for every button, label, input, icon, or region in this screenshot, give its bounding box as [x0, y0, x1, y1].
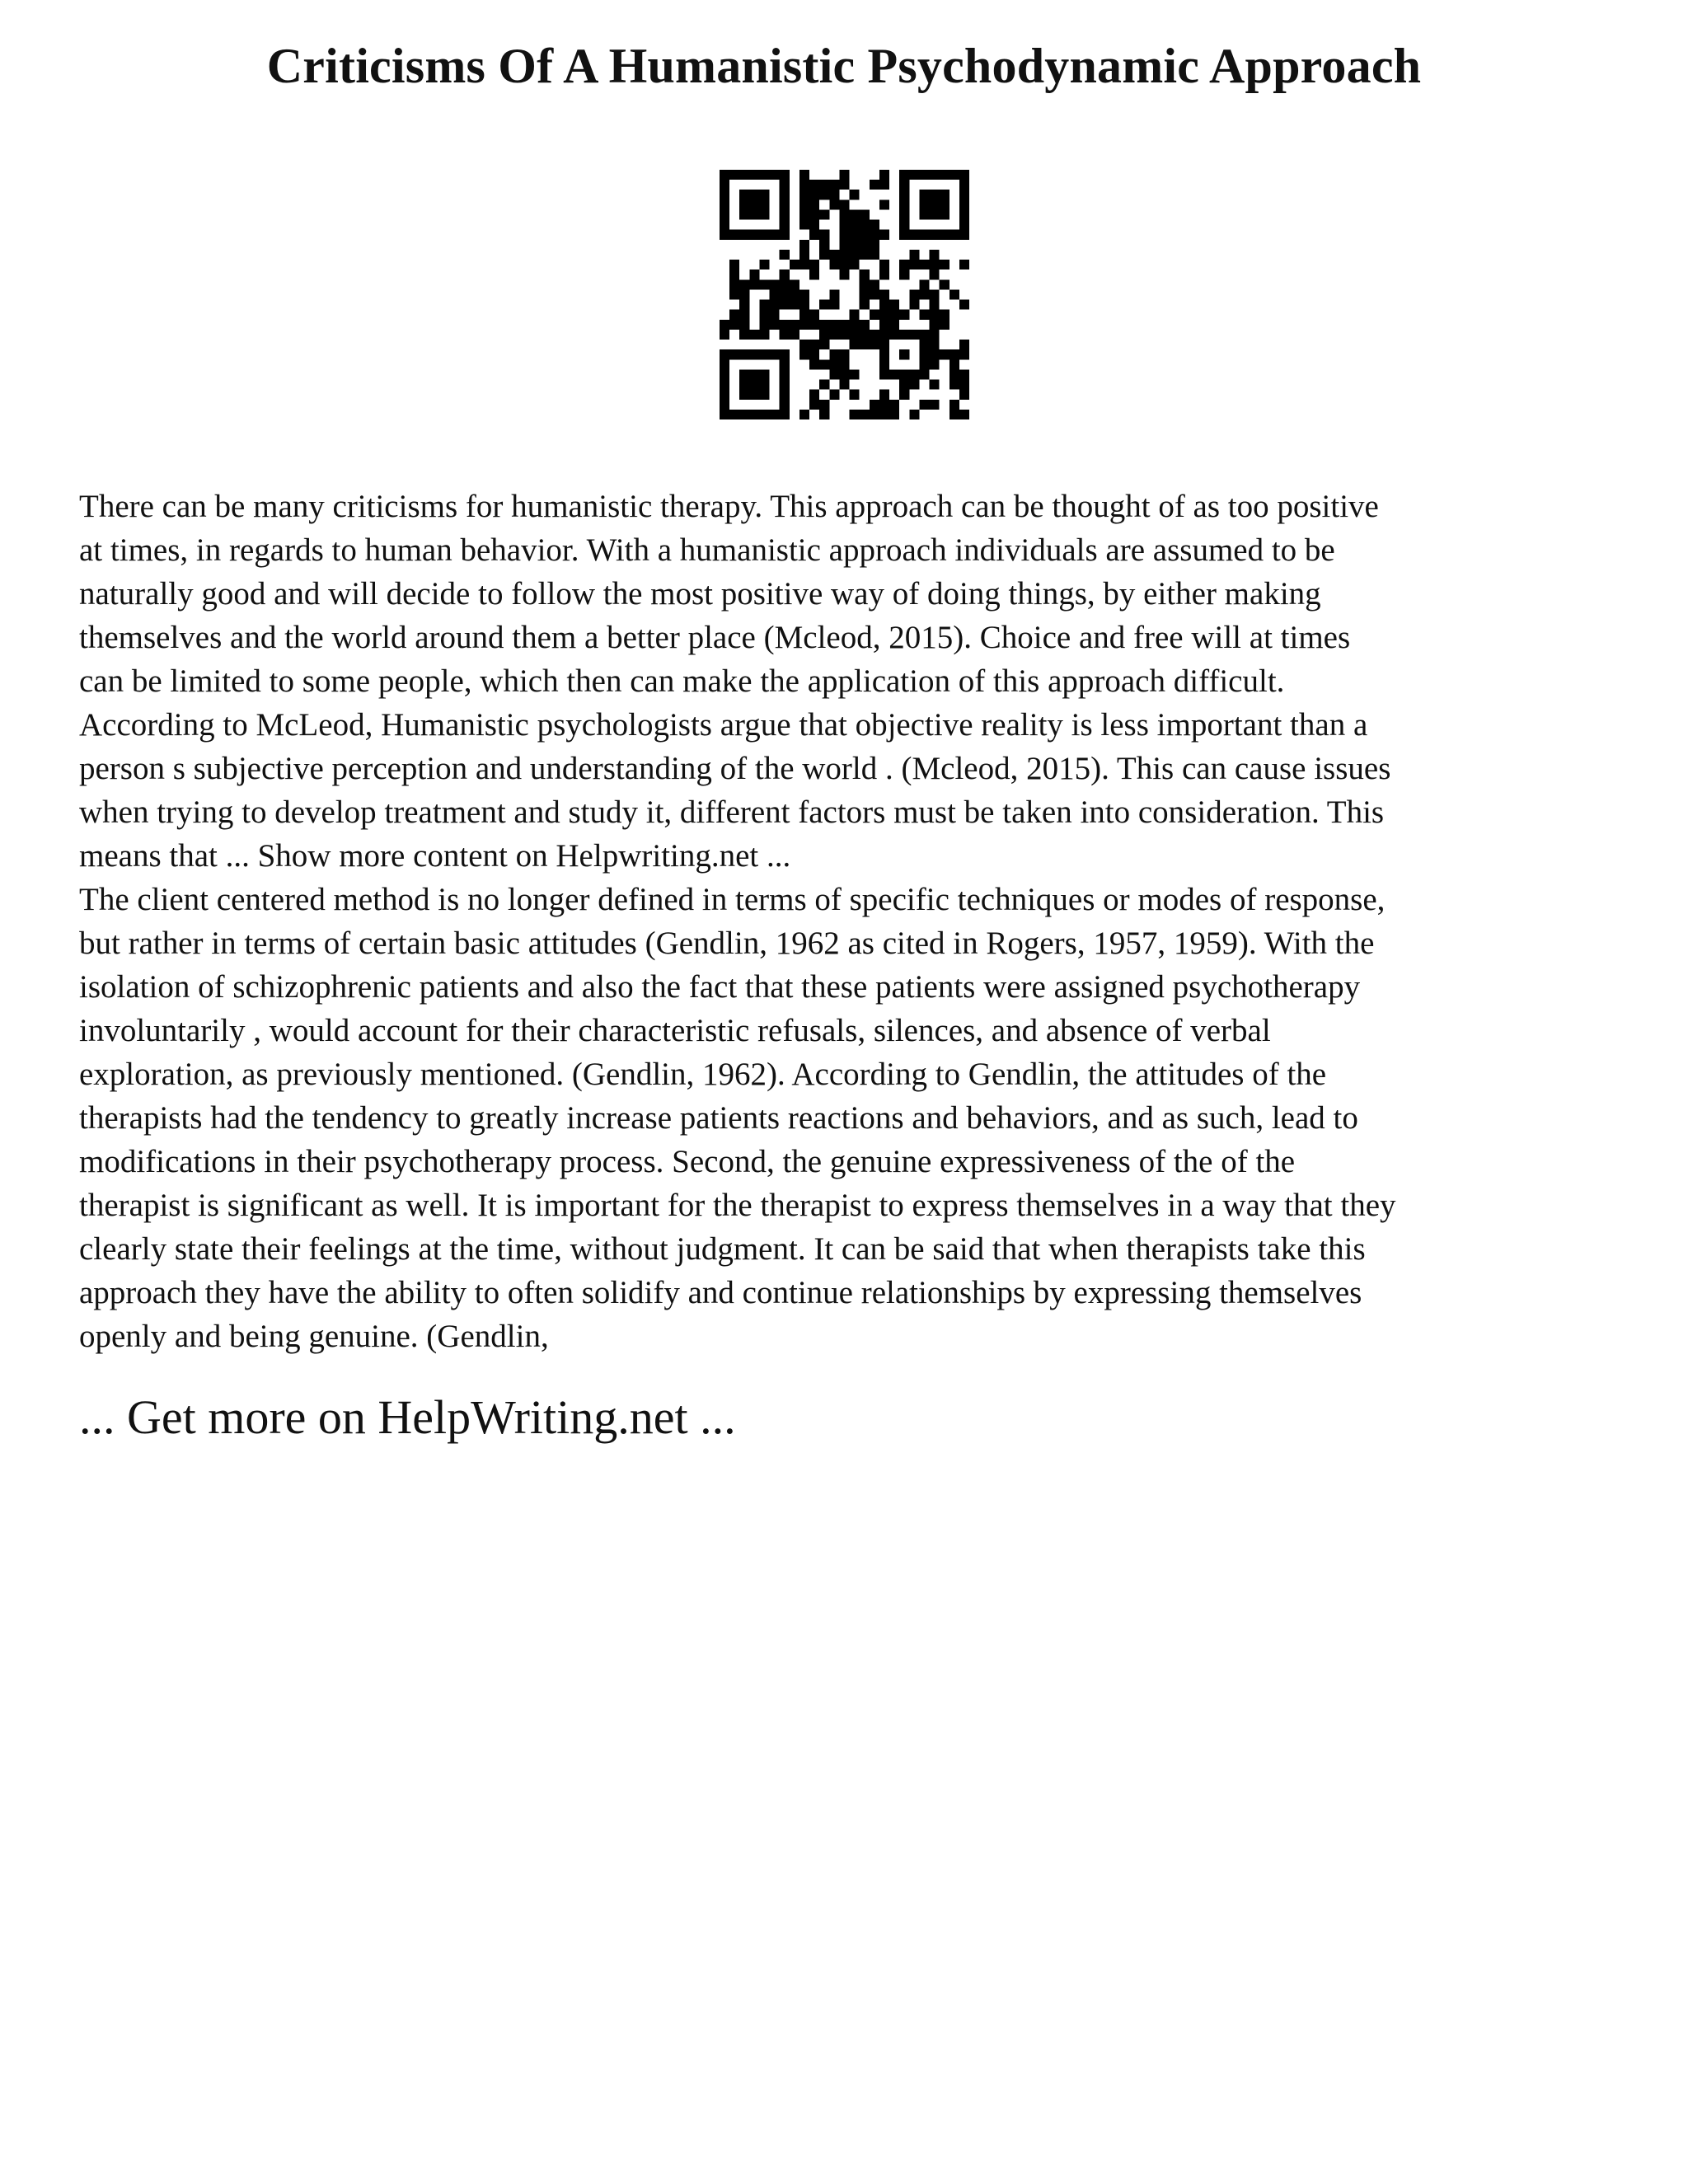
qr-code-icon [720, 170, 969, 419]
get-more-link[interactable]: ... Get more on HelpWriting.net ... [79, 1390, 736, 1444]
paragraph-client-centered: The client centered method is no longer defined in terms of specific techniques or modes of response, but rather in terms of certain basic attitudes (Gendlin, 1962 as cited in Rogers, 1957, 1959). With the isolation of schizophrenic patients and also the fact that these patients were assigned psychotherapy involuntarily , would account for their characteristic refusals, silences, and absence of verbal exploration, as previously mentioned. (Gendlin, 1962). According to Gendlin, the attitudes of the therapists had the tendency to greatly increase patients reactions and behaviors, and as such, lead to modifications in their psychotherapy process. Second, the genuine expressiveness of the of the therapist is significant as well. It is important for the therapist to express themselves in a way that they clearly state their feelings at the time, without judgment. It can be said that when therapists take this approach they have the ability to often solidify and continue relationships by expressing themselves openly and being genuine. (Gendlin, [79, 882, 1396, 1354]
page-title: Criticisms Of A Humanistic Psychodynamic Approach [266, 39, 1422, 93]
paragraph-criticisms: There can be many criticisms for humanistic therapy. This approach can be thought of as too positive at times, in regards to human behavior. With a humanistic approach individuals are assumed to be naturally good and will decide to follow the most positive way of doing things, by either making themselves and the world around them a better place (Mcleod, 2015). Choice and free will at times can be limited to some people, which then can make the application of this approach difficult. According to McLeod, Humanistic psychologists argue that objective reality is less important than a person s subjective perception and understanding of the world . (Mcleod, 2015). This can cause issues when trying to develop treatment and study it, different factors must be taken into consideration. This means that ... Show more content on Helpwriting.net ... [79, 489, 1391, 874]
article-body [79, 485, 1629, 1358]
